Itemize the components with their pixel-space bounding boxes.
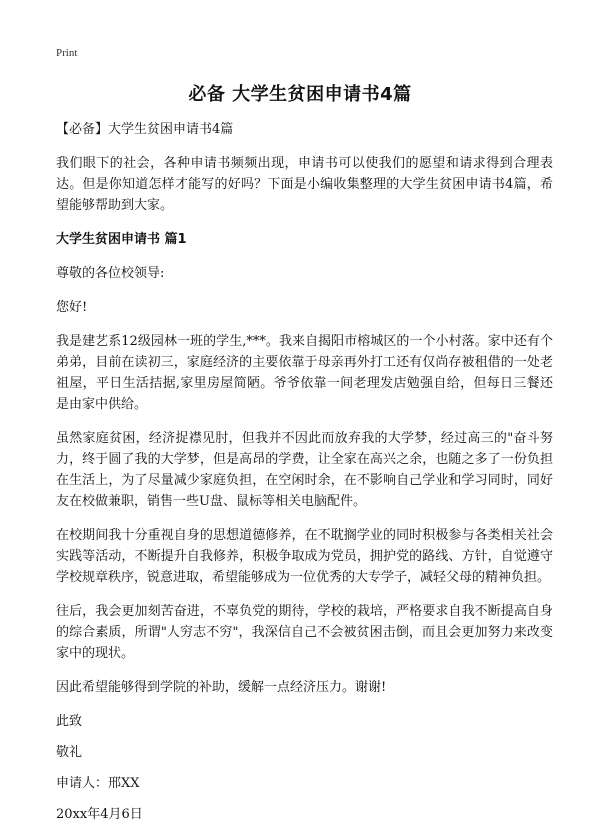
paragraph-intro: 我们眼下的社会，各种申请书频频出现，申请书可以使我们的愿望和请求得到合理表达。但是你知道怎样才能写的好吗？下面是小编收集整理的大学生贫困申请书4篇，希望能够帮助到大家。 bbox=[56, 156, 553, 213]
paragraph-future: 往后，我会更加刻苦奋进，不辜负党的期待，学校的栽培，严格要求自我不断提高自身的综合素质，所谓"人穷志不穷"，我深信自己不会被贫困击倒，而且会更加努力来改变家中的现状。 bbox=[56, 604, 553, 661]
paragraph-closing-2: 敬礼 bbox=[56, 745, 83, 760]
print-label: Print bbox=[56, 47, 78, 59]
document-title: 必备 大学生贫困申请书4篇 bbox=[188, 84, 412, 105]
paragraph-request: 因此希望能够得到学院的补助，缓解一点经济压力。谢谢! bbox=[56, 680, 387, 695]
paragraph-school-life: 在校期间我十分重视自身的思想道德修养，在不耽搁学业的同时积极参与各类相关社会实践等活动，不断提升自我修养，积极争取成为党员，拥护党的路线、方针，自觉遵守学校规章秩序，锐意进取，希望能够成为一位优秀的大专学子，减轻父母的精神负担。 bbox=[56, 528, 553, 585]
paragraph-date: 20xx年4月6日 bbox=[56, 807, 143, 822]
paragraph-closing-1: 此致 bbox=[56, 714, 83, 729]
paragraph-greeting: 您好! bbox=[56, 300, 88, 315]
paragraph-intro-heading: 【必备】大学生贫困申请书4篇 bbox=[56, 122, 234, 137]
paragraph-dream: 虽然家庭贫困，经济捉襟见肘，但我并不因此而放弃我的大学梦，经过高三的"奋斗努力，终于圆了我的大学梦，但是高昂的学费，让全家在高兴之余，也随之多了一份负担在生活上，为了尽量减少家庭负担，在空闲时余，在不影响自己学业和学习同时，同好友在校做兼职，销售一些U盘、鼠标等相关电脑配件。 bbox=[56, 431, 553, 509]
section-heading: 大学生贫困申请书 篇1 bbox=[56, 232, 187, 247]
paragraph-applicant: 申请人：邢XX bbox=[56, 776, 140, 791]
paragraph-salutation: 尊敬的各位校领导: bbox=[56, 266, 165, 281]
paragraph-background: 我是建艺系12级园林一班的学生,***。我来自揭阳市榕城区的一个小村落。家中还有个弟弟，目前在读初三，家庭经济的主要依靠于母亲再外打工还有仅尚存被租借的一处老祖屋，平日生活拮据,家里房屋简陋。爷爷依靠一间老理发店勉强自给，但每日三餐还是由家中供给。 bbox=[56, 334, 553, 412]
document-body bbox=[56, 119, 553, 835]
